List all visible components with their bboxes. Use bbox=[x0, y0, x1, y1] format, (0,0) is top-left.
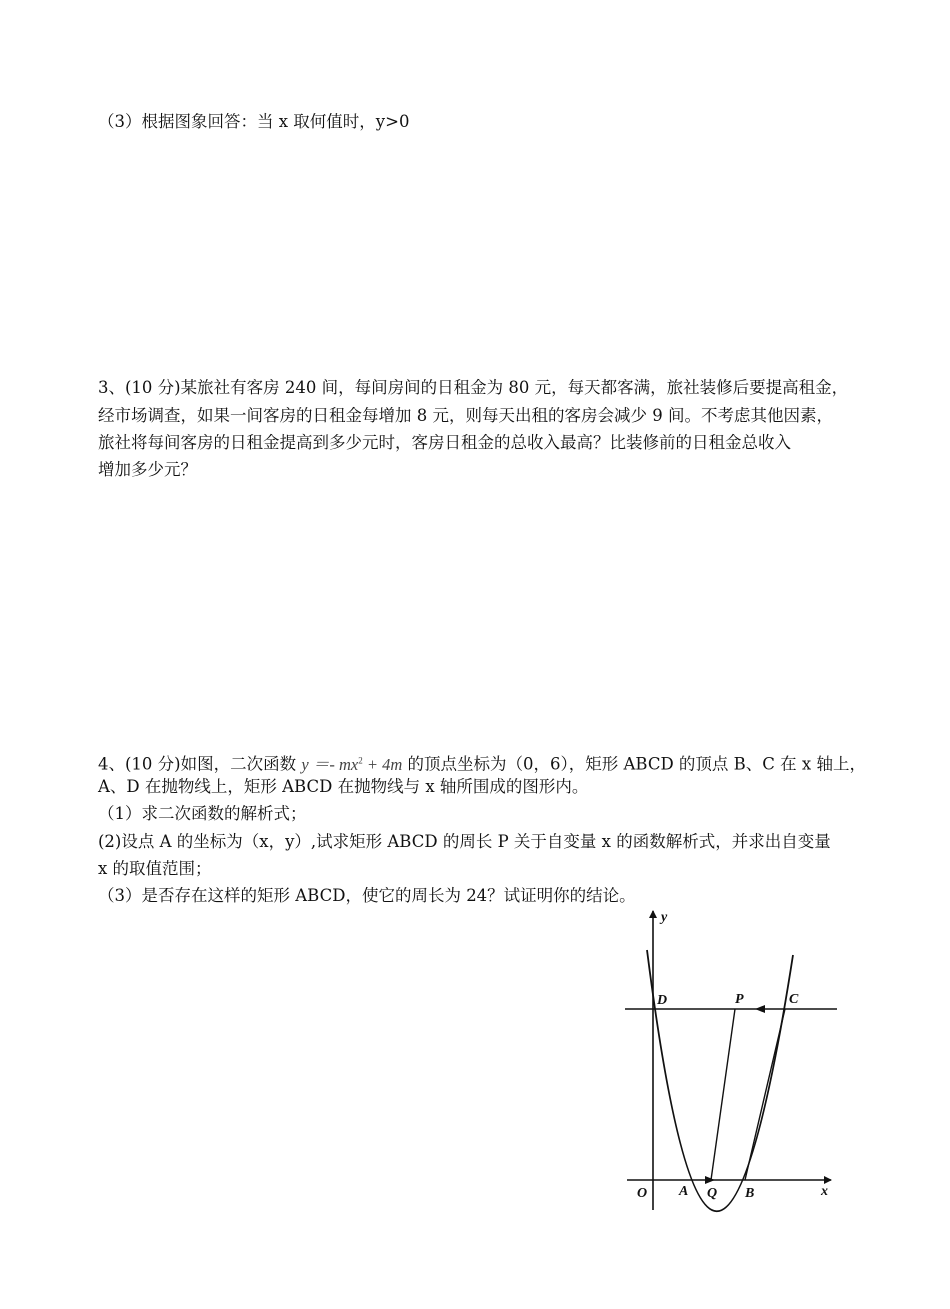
question-3-line-2: 经市场调查，如果一间客房的日租金每增加 8 元，则每天出租的客房会减少 9 间。不考虑其他因素， bbox=[98, 406, 833, 425]
question-2-part-3: （3）根据图象回答：当 x 取何值时，y>0 bbox=[98, 112, 410, 131]
question-4-part-1: （1）求二次函数的解析式； bbox=[98, 804, 307, 823]
question-3-line-3: 旅社将每间客房的日租金提高到多少元时，客房日租金的总收入最高？比装修前的日租金总收入 bbox=[98, 433, 791, 452]
question-3-line-1: 3、(10 分)某旅社有客房 240 间，每间房间的日租金为 80 元，每天都客满，旅社装修后要提高租金， bbox=[98, 378, 849, 397]
quadratic-formula: $y =- mx^2 + 4m$ bbox=[301, 754, 403, 774]
question-4-line-2: A、D 在抛物线上，矩形 ABCD 在抛物线与 x 轴所围成的图形内。 bbox=[98, 777, 589, 796]
label-y: y bbox=[661, 910, 668, 925]
question-4-part-2-line-1: (2)设点 A 的坐标为（x，y）,试求矩形 ABCD 的周长 P 关于自变量 x 的函数解析式，并求出自变量 bbox=[98, 832, 831, 851]
question-4-part-3: （3）是否存在这样的矩形 ABCD，使它的周长为 24？试证明你的结论。 bbox=[98, 886, 636, 905]
label-p: P bbox=[735, 992, 744, 1007]
question-4-part-2-line-2: x 的取值范围； bbox=[98, 859, 212, 878]
question-4-intro: 4、(10 分)如图，二次函数 bbox=[98, 754, 297, 774]
arrow-q-direction-icon bbox=[705, 1176, 715, 1184]
label-c: C bbox=[789, 992, 799, 1007]
question-4-vertex-text: 的顶点坐标为（0，6），矩形 ABCD 的顶点 B、C 在 x 轴上， bbox=[407, 754, 866, 774]
label-q: Q bbox=[707, 1186, 718, 1201]
question-3-line-4: 增加多少元？ bbox=[98, 460, 197, 479]
label-o: O bbox=[637, 1186, 648, 1201]
label-a: A bbox=[679, 1184, 689, 1199]
segment-cb bbox=[745, 1009, 785, 1180]
parabola-curve bbox=[647, 950, 793, 1211]
label-b: B bbox=[745, 1186, 755, 1201]
segment-pq bbox=[711, 1009, 735, 1180]
label-x: x bbox=[821, 1184, 828, 1199]
question-4-line-1 bbox=[98, 748, 866, 777]
label-d: D bbox=[657, 993, 668, 1008]
parabola-rectangle-figure bbox=[615, 905, 845, 1217]
arrow-p-direction-icon bbox=[755, 1005, 765, 1013]
